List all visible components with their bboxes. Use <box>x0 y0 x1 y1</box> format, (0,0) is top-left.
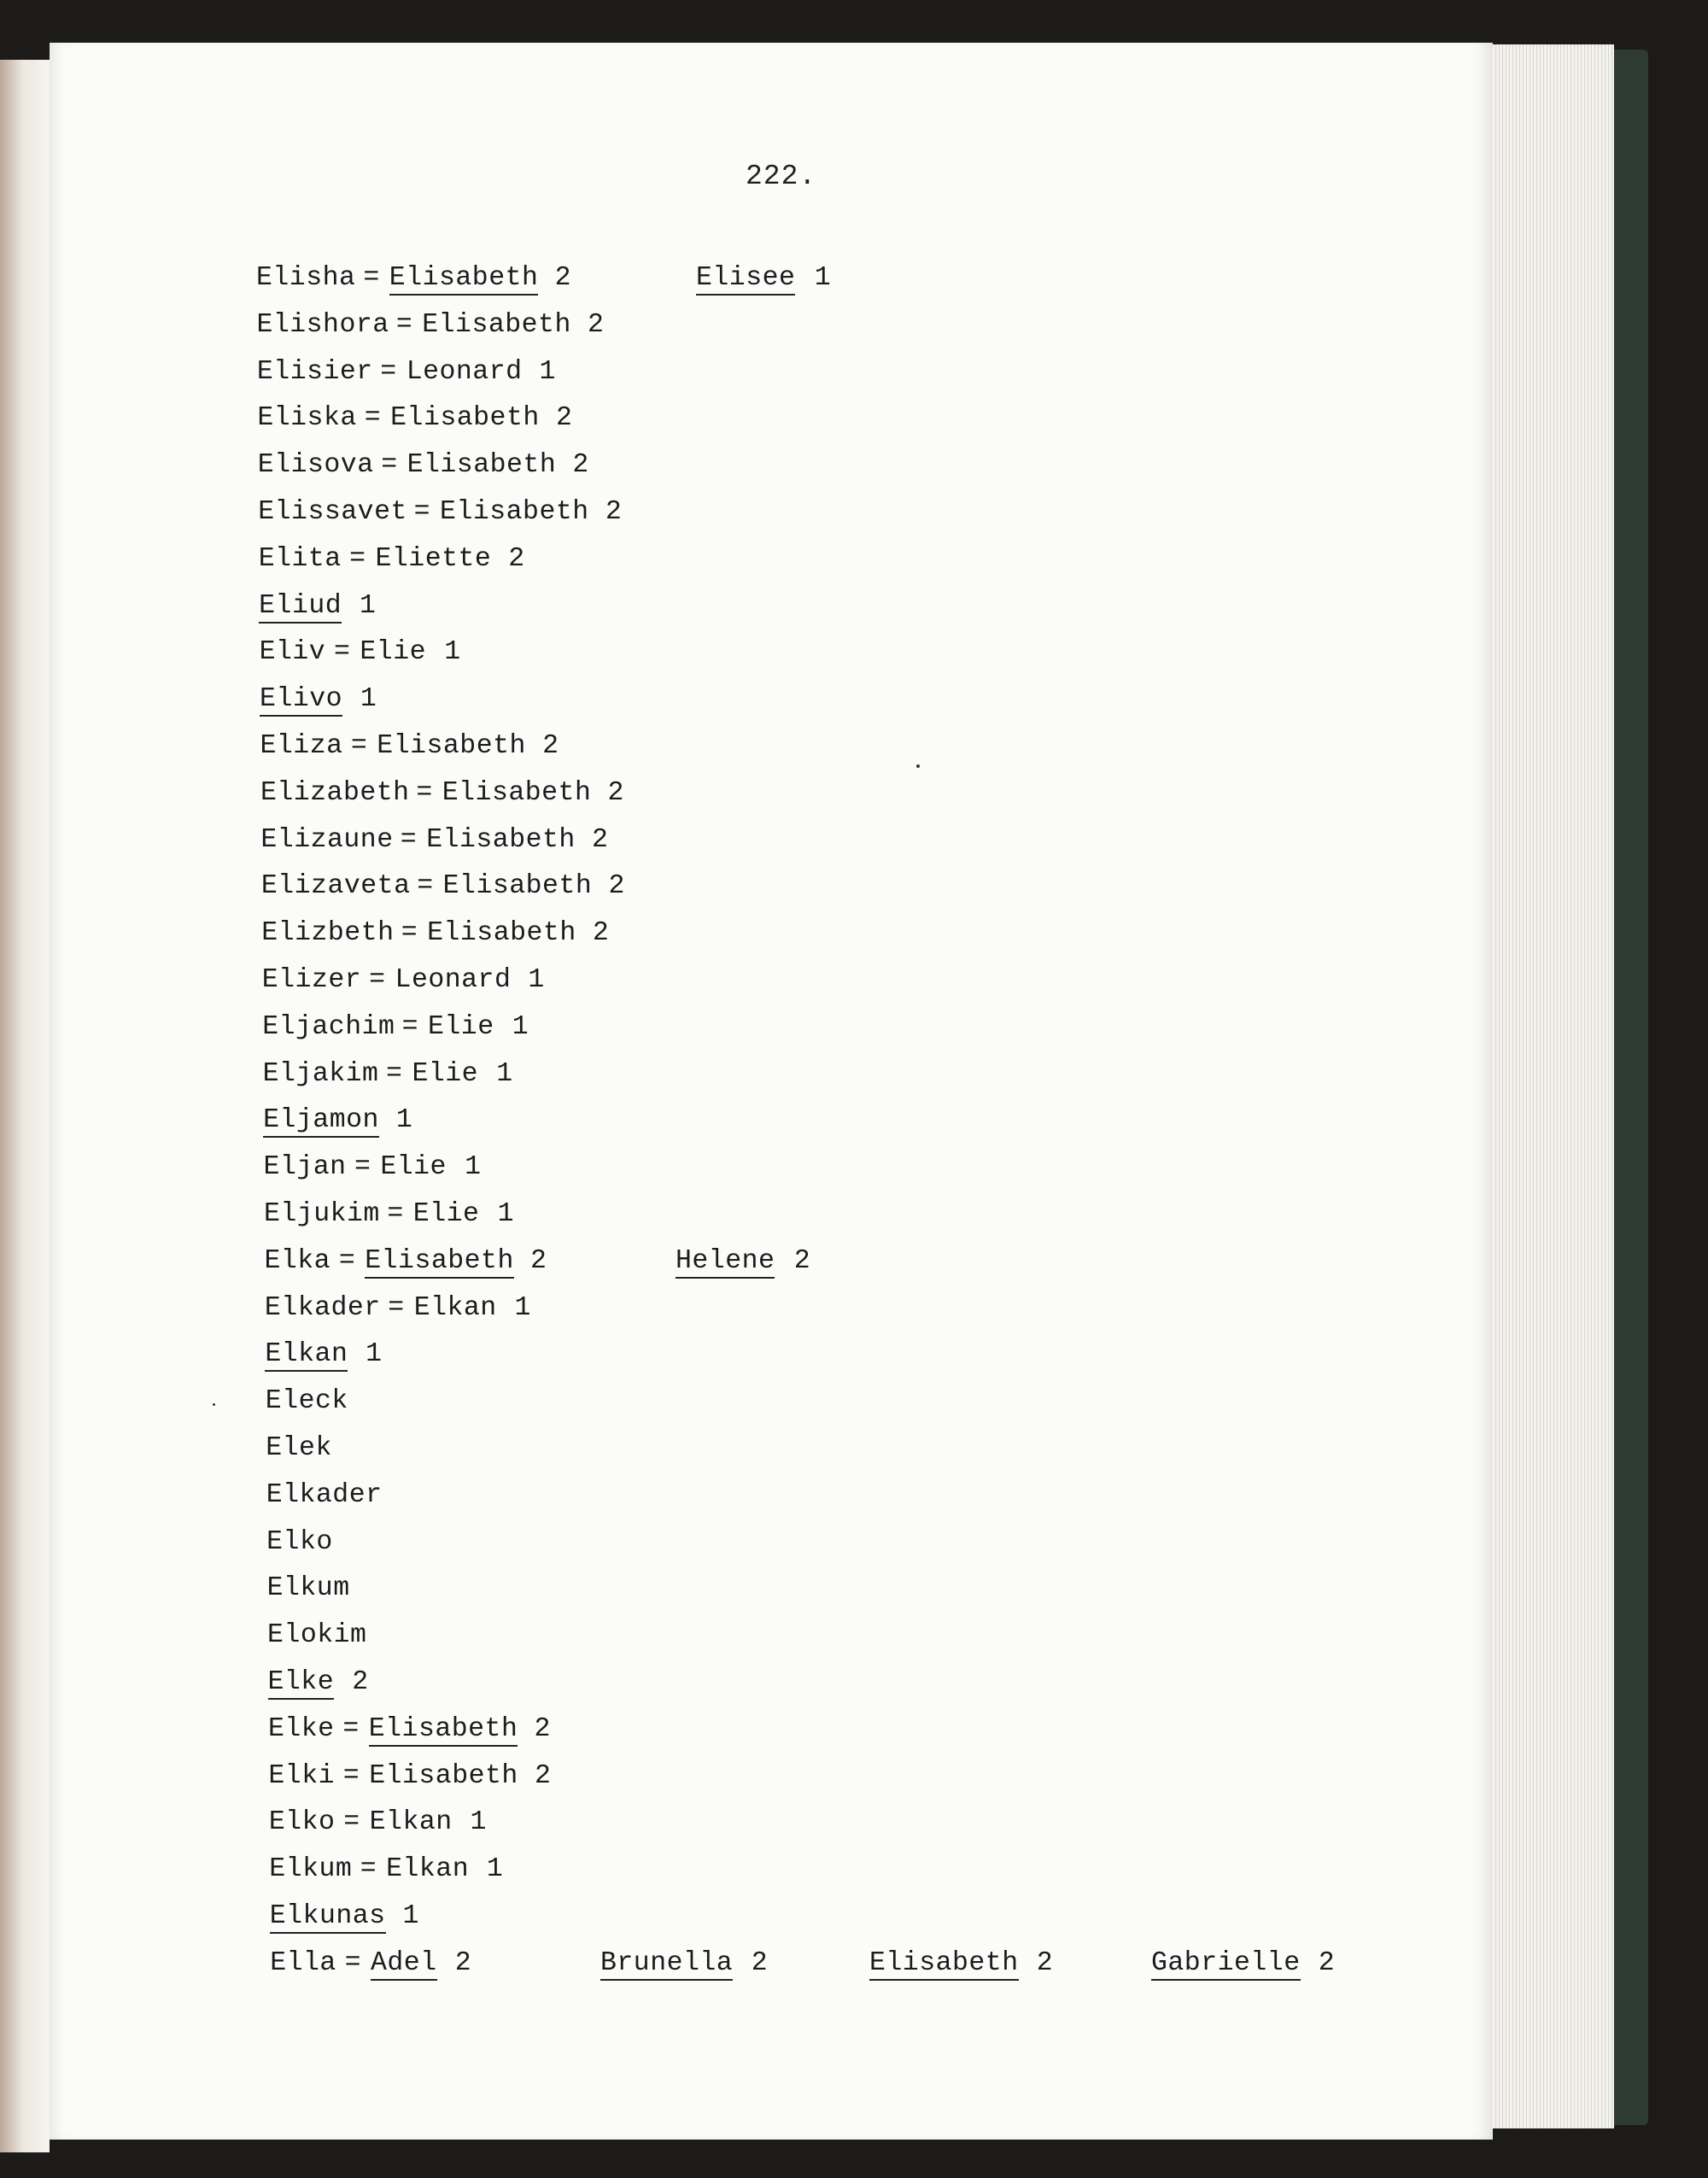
paper-speck <box>916 764 920 768</box>
entry-name: Eljan <box>263 1152 347 1183</box>
entry-count: 2 <box>352 1667 369 1697</box>
equals-sign: = <box>413 497 431 527</box>
equals-sign: = <box>363 263 380 293</box>
entry-variant: Gabrielle <box>1151 1948 1301 1981</box>
entry-count: 2 <box>530 1245 547 1276</box>
entry-name: Elkum <box>266 1573 350 1604</box>
entry-count: 1 <box>360 684 377 715</box>
equals-sign: = <box>350 731 368 761</box>
entry-count: 2 <box>588 309 605 340</box>
entry-target: Elisabeth <box>422 309 571 340</box>
paper-speck <box>213 1403 215 1406</box>
entry-name: Eliv <box>259 637 326 668</box>
entry-name: Eleck <box>265 1386 348 1417</box>
entry-target: Elisabeth <box>427 918 576 949</box>
equals-sign: = <box>401 1011 418 1042</box>
entry-name: Elke <box>268 1667 335 1700</box>
entry-count: 2 <box>508 543 525 574</box>
equals-sign: = <box>369 965 386 995</box>
equals-sign: = <box>354 1152 371 1183</box>
entry-target: Elisabeth <box>440 497 589 527</box>
entry-count: 2 <box>572 450 589 481</box>
entry-name: Elko <box>266 1526 333 1557</box>
entry-variant: Elisee <box>696 263 795 296</box>
entry-name: Elisova <box>257 450 374 481</box>
equals-sign: = <box>364 403 382 434</box>
entry-count: 2 <box>555 403 573 434</box>
entry-name: Elizabeth <box>260 777 410 808</box>
entry-variant-count: 2 <box>1036 1947 1054 1978</box>
entry-count: 2 <box>554 263 571 293</box>
entry-target: Elie <box>412 1058 479 1089</box>
entry-count: 2 <box>592 918 610 949</box>
entry-target: Elisabeth <box>442 871 593 902</box>
entry-name: Elishora <box>256 309 389 340</box>
equals-sign: = <box>344 1947 361 1978</box>
equals-sign: = <box>388 1292 405 1323</box>
book-page <box>50 43 1493 2140</box>
entry-name: Elokim <box>267 1620 367 1651</box>
entry-name: Eljakim <box>262 1058 379 1089</box>
entry-name: Eljukim <box>264 1199 380 1229</box>
entry-target: Elisabeth <box>426 824 576 855</box>
entry-name: Elizaveta <box>260 871 411 902</box>
entry-name: Elka <box>264 1245 331 1276</box>
entry-target: Elisabeth <box>369 1714 518 1747</box>
equals-sign: = <box>342 1713 360 1744</box>
entry-count: 1 <box>539 356 556 387</box>
entry-name: Elke <box>267 1713 335 1744</box>
entry-count: 2 <box>454 1947 472 1978</box>
entry-target: Elkan <box>413 1292 497 1323</box>
equals-sign: = <box>416 777 433 808</box>
entry-name: Elizer <box>261 965 362 995</box>
equals-sign: = <box>401 918 418 949</box>
entry-count: 1 <box>402 1901 419 1931</box>
entry-count: 1 <box>497 1199 514 1229</box>
entry-target: Elisabeth <box>407 450 557 481</box>
entry-variant: Helene <box>676 1246 775 1279</box>
entry-name: Elko <box>268 1807 336 1838</box>
entry-name: Eljachim <box>262 1011 395 1042</box>
entry-target: Elkan <box>369 1807 453 1838</box>
entry-count: 2 <box>607 777 624 808</box>
entry-count: 1 <box>395 1105 413 1136</box>
entry-target: Elkan <box>386 1854 470 1885</box>
equals-sign: = <box>380 356 397 387</box>
entry-variant-count: 2 <box>793 1245 811 1276</box>
entry-name: Elissavet <box>258 497 407 527</box>
entry-target: Elisabeth <box>442 777 592 808</box>
entry-count: 1 <box>512 1011 529 1042</box>
entry-name: Elisier <box>256 356 373 387</box>
entry-target: Elie <box>412 1199 480 1229</box>
equals-sign: = <box>395 309 413 340</box>
entry-variant-count: 2 <box>751 1947 769 1978</box>
entry-count: 1 <box>528 965 545 995</box>
entry-variant-count: 2 <box>1318 1947 1336 1978</box>
entry-count: 1 <box>514 1292 531 1323</box>
entry-count: 2 <box>542 731 559 761</box>
entry-name: Eliud <box>259 591 342 624</box>
entry-count: 1 <box>359 590 377 621</box>
entry-count: 2 <box>605 497 623 527</box>
entry-variant: Brunella <box>600 1948 733 1981</box>
entry-variant-count: 1 <box>814 263 832 293</box>
equals-sign: = <box>343 1807 360 1838</box>
entry-name: Elkader <box>266 1479 383 1510</box>
entry-target: Adel <box>371 1948 437 1981</box>
entry-count: 2 <box>534 1713 551 1744</box>
entry-count: 1 <box>496 1058 513 1089</box>
entry-name: Ella <box>270 1947 336 1978</box>
equals-sign: = <box>387 1199 404 1229</box>
entry-count: 1 <box>470 1807 487 1838</box>
equals-sign: = <box>381 450 398 481</box>
entry-target: Elie <box>360 637 427 668</box>
entry-target: Leonard <box>395 965 512 995</box>
entry-target: Elisabeth <box>369 1760 518 1791</box>
equals-sign: = <box>338 1245 356 1276</box>
equals-sign: = <box>342 1760 360 1791</box>
page-number: 222. <box>746 161 817 192</box>
entry-target: Elisabeth <box>390 403 540 434</box>
equals-sign: = <box>333 637 351 668</box>
entry-name: Elkader <box>264 1292 381 1323</box>
entry-name: Elek <box>266 1433 332 1463</box>
entry-count: 2 <box>591 824 609 855</box>
entry-count: 1 <box>444 637 461 668</box>
entry-name: Elivo <box>260 684 342 717</box>
entry-target: Elie <box>380 1152 447 1183</box>
entry-name: Elizaune <box>260 824 394 855</box>
entry-name: Elkan <box>265 1339 348 1372</box>
entry-target: Elisabeth <box>389 263 539 296</box>
entry-name: Elita <box>258 543 342 574</box>
entry-name: Elkum <box>269 1854 353 1885</box>
entry-name: Eliza <box>260 731 343 761</box>
entry-name: Elkunas <box>270 1901 386 1934</box>
entry-count: 1 <box>486 1854 504 1885</box>
equals-sign: = <box>386 1058 403 1089</box>
entry-target: Eliette <box>375 543 492 574</box>
entry-name: Eliska <box>257 403 357 434</box>
facing-page-edge <box>0 60 50 2152</box>
entry-name: Eljamon <box>263 1105 379 1138</box>
equals-sign: = <box>417 871 434 902</box>
entry-target: Elie <box>427 1011 494 1042</box>
entry-name: Elisha <box>256 263 356 293</box>
equals-sign: = <box>400 824 418 855</box>
entry-count: 1 <box>366 1339 383 1370</box>
entry-count: 2 <box>534 1760 552 1791</box>
entry-variant: Elisabeth <box>869 1948 1019 1981</box>
entry-target: Elisabeth <box>377 731 526 761</box>
entry-target: Elisabeth <box>365 1246 514 1279</box>
entry-target: Leonard <box>406 356 523 387</box>
entry-count: 2 <box>608 871 625 902</box>
equals-sign: = <box>360 1854 377 1885</box>
entry-name: Elki <box>268 1760 336 1791</box>
entry-count: 1 <box>465 1152 482 1183</box>
equals-sign: = <box>349 543 366 574</box>
entry-name: Elizbeth <box>261 918 395 949</box>
